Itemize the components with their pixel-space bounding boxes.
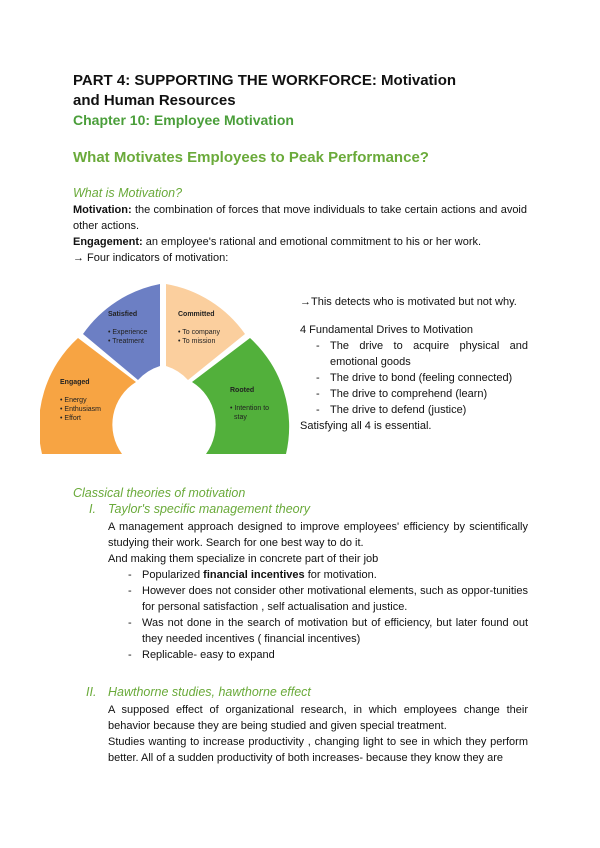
bullet-text-post: for motivation. <box>304 569 377 581</box>
engagement-term: Engagement: <box>73 236 143 248</box>
theory2-description: A supposed effect of organizational research, in which employees change their behavior because they are being studied and given special treatment. <box>108 704 528 732</box>
engagement-definition <box>73 234 527 250</box>
motivation-term: Motivation: <box>73 204 132 216</box>
rooted-item-1: • Intention to <box>230 405 270 412</box>
theory1-number: I. <box>89 502 96 516</box>
bullet-bold-text: financial incentives <box>203 569 305 581</box>
section-heading: What Motivates Employees to Peak Performance? <box>73 149 429 166</box>
segment-label-rooted: Rooted <box>230 387 255 394</box>
theory1-title: Taylor's specific management theory <box>108 502 311 516</box>
drive-item: - The drive to defend (justice) <box>316 402 528 418</box>
theory2-block <box>108 702 528 766</box>
rooted-item-2: stay <box>234 414 247 421</box>
theory1-bullet: - Was not done in the search of motivation but of efficiency, but later found out they needed incentives ( financial incentives) <box>128 615 528 647</box>
engagement-def-text: an employee's rational and emotional commitment to his or her work. <box>142 236 482 248</box>
committed-item-1: • To company <box>178 329 221 336</box>
theory2-title: Hawthorne studies, hawthorne effect <box>108 685 311 699</box>
theory2-number: II. <box>86 685 97 699</box>
motivation-indicators-diagram <box>40 276 290 462</box>
theory1-description: A management approach designed to improve employees' efficiency by scientifically studying their work. Search for one best way to do it. <box>108 521 528 549</box>
detects-note: →This detects who is motivated but not why. <box>300 296 517 308</box>
engaged-item-2: • Enthusiasm <box>60 406 101 413</box>
motivation-definition <box>73 202 527 234</box>
part-title-line2: and Human Resources <box>73 92 236 109</box>
segment-label-satisfied: Satisfied <box>108 311 138 318</box>
drive-item: - The drive to bond (feeling connected) <box>316 370 528 386</box>
motivation-def-text: the combination of forces that move individuals to take certain actions and avoid other actions. <box>73 204 527 232</box>
engaged-item-3: • Effort <box>60 415 81 422</box>
definitions-block <box>73 202 527 266</box>
satisfied-item-1: • Experience <box>108 329 148 336</box>
theory1-description-2: And making them specialize in concrete part of their job <box>108 553 379 565</box>
satisfied-item-2: • Treatment <box>108 338 144 345</box>
theory1-bullet: - However does not consider other motivational elements, such as oppor-tunities for personal satisfaction , self actualisation and justice. <box>128 583 528 615</box>
part-title <box>73 71 533 111</box>
segment-label-engaged: Engaged <box>60 379 90 386</box>
theory1-bullet <box>128 567 528 583</box>
drives-title: 4 Fundamental Drives to Motivation <box>300 324 474 336</box>
indicators-intro: → Four indicators of motivation: <box>73 252 229 264</box>
committed-item-2: • To mission <box>178 338 216 345</box>
drives-conclusion: Satisfying all 4 is essential. <box>300 420 432 432</box>
chapter-title: Chapter 10: Employee Motivation <box>73 112 294 128</box>
side-notes <box>300 294 528 434</box>
theory1-block <box>108 519 528 663</box>
part-title-line1: PART 4: SUPPORTING THE WORKFORCE: Motivation <box>73 72 457 89</box>
engaged-item-1: • Energy <box>60 397 87 404</box>
classical-heading: Classical theories of motivation <box>73 486 246 500</box>
segment-label-committed: Committed <box>178 311 215 318</box>
theory2-description-2: Studies wanting to increase productivity , changing light to see in which they perform better. All of a sudden productivity of both increases- because they know they are <box>108 736 528 764</box>
drive-item: - The drive to comprehend (learn) <box>316 386 528 402</box>
theory1-bullets <box>128 567 528 663</box>
theory1-bullet: - Replicable- easy to expand <box>128 647 528 663</box>
bullet-text: Popularized <box>142 569 204 581</box>
drives-list <box>316 338 528 418</box>
subheading-what-is-motivation: What is Motivation? <box>73 186 183 200</box>
drive-item: - The drive to acquire physical and emotional goods <box>316 338 528 370</box>
